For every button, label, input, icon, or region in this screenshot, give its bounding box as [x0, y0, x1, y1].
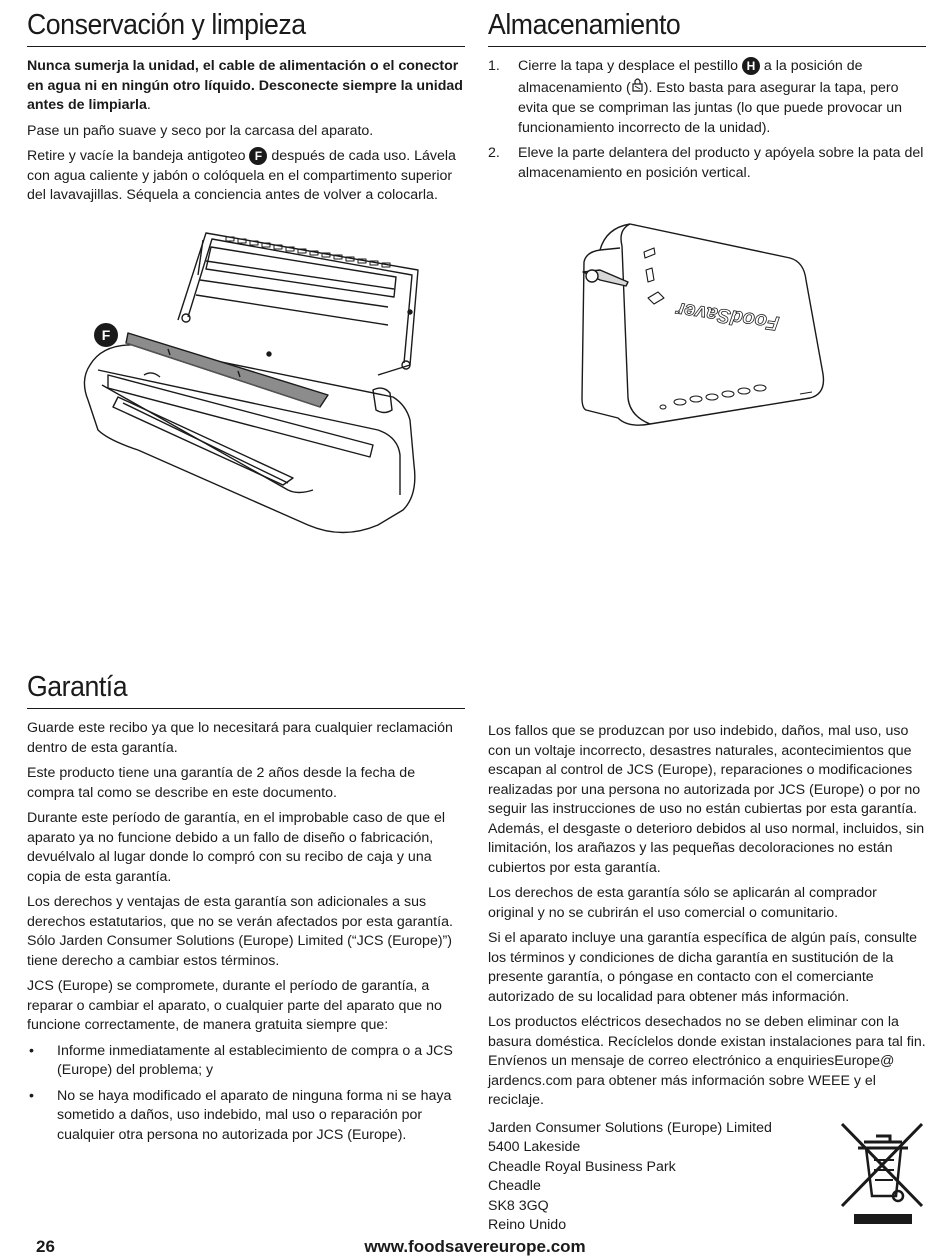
cleaning-section	[27, 8, 465, 212]
cleaning-p2-after: después de cada uso. Lávela con agua caliente y jabón o colóquela en el compartimento superior del lavavajillas. Séquela a conciencia antes de volver a colocarla.	[27, 148, 456, 203]
warranty-heading-rule	[27, 670, 465, 709]
step-1-before: Cierre la tapa y desplace el pestillo	[518, 58, 742, 74]
address-line: Cheadle Royal Business Park	[488, 1158, 676, 1175]
storage-step-2	[488, 144, 926, 183]
vacuum-sealer-open-illustration	[78, 225, 423, 540]
warranty-conditions	[27, 1042, 465, 1146]
warranty-section	[27, 670, 465, 1151]
page-number: 26	[36, 1237, 55, 1256]
address-line: SK8 3GQ	[488, 1197, 549, 1214]
warranty-right-paragraph: Si el aparato incluye una garantía específica de algún país, consulte los términos y condiciones de dicha garantía en sustitución de la presente garantía, o póngase en contacto con el comerciante autorizado de su localidad para obtener más información.	[488, 930, 918, 1005]
warranty-left-paragraph: Los derechos y ventajas de esta garantía son adicionales a sus derechos estatutarios, que no se verán afectados por esta garantía. Sólo Jarden Consumer Solutions (Europe) Limited (“JCS (Europe)”) tiene derecho a cambiar estos términos.	[27, 894, 453, 969]
page-footer	[0, 1236, 950, 1258]
cleaning-paragraph-1: Pase un paño suave y seco por la carcasa del aparato.	[27, 122, 374, 139]
cleaning-warning-text: Nunca sumerja la unidad, el cable de alimentación o el conector en agua ni en ningún otro líquido. Desconecte siempre la unidad antes de limpiarla	[27, 58, 463, 113]
warranty-condition-text: Informe inmediatamente al establecimiento de compra o a JCS (Europe) del problema; y	[57, 1042, 453, 1078]
footer-website-link[interactable]: www.foodsavereurope.com	[364, 1237, 586, 1256]
step-1-after: a la posición de almacenamiento (	[518, 58, 863, 96]
cleaning-heading-rule	[27, 8, 465, 47]
step-1-end: ). Esto basta para asegurar la tapa, pero evita que se compriman las juntas (lo que puede provocar un funcionamiento incorrecto de la unidad).	[518, 79, 903, 136]
warranty-title: Garantía	[27, 671, 128, 703]
cleaning-p2-before: Retire y vacíe la bandeja antigoteo	[27, 148, 250, 164]
warranty-left-paragraph: JCS (Europe) se compromete, durante el período de garantía, a reparar o cambiar el aparato, o cualquier parte del aparato que no funcione correctamente, de manera gratuita siempre que:	[27, 978, 442, 1033]
address-line: Jarden Consumer Solutions (Europe) Limited	[488, 1119, 772, 1136]
address-line: Reino Unido	[488, 1217, 567, 1233]
warranty-condition-item	[27, 1087, 465, 1146]
warranty-right-paragraph: Los fallos que se produzcan por uso indebido, daños, mal uso, uso con un voltaje incorrecto, desastres naturales, acontecimientos que escapan al control de JCS (Europe), reparaciones o modificaciones realizadas por una persona no autorizada por JCS (Europe) o por no seguir las instrucciones de uso no están cubiertas por esta garantía. Además, el desgaste o deterioro debidos al uso normal, incluidos, sin limitación, los arañazos y las pequeñas decoloraciones no están cubiertos por esta garantía.	[488, 723, 925, 876]
storage-step-1	[488, 57, 926, 138]
warranty-condition-text: No se haya modificado el aparato de ninguna forma ni se haya sometido a daños, uso indebido, mal uso o reparación por cualquier otra persona no autorizada por JCS (Europe).	[57, 1087, 452, 1143]
warranty-right-paragraph: Los productos eléctricos desechados no se deben eliminar con la basura doméstica. Recíclelos donde existan instalaciones para tal fin. Envíenos un mensaje de correo electrónico a enquiriesEurope@ jardencs.com para obtener más información sobre WEEE y el reciclaje.	[488, 1014, 926, 1108]
address-line: 5400 Lakeside	[488, 1139, 581, 1155]
bullet-symbol: •	[29, 1042, 34, 1059]
warranty-right-paragraph: Los derechos de esta garantía sólo se aplicarán al comprador original y no se cubrirán el uso comercial o comunitario.	[488, 885, 877, 921]
figure-callout-f-label: F	[101, 327, 111, 343]
storage-steps	[488, 57, 926, 183]
cleaning-title: Conservación y limpieza	[27, 9, 306, 41]
warranty-left-paragraph: Guarde este recibo ya que lo necesitará para cualquier reclamación dentro de esta garantía.	[27, 720, 453, 756]
device-logo: FoodSaver	[675, 297, 781, 335]
step-number: 2.	[488, 145, 500, 161]
warranty-left-paragraph: Durante este período de garantía, en el improbable caso de que el aparato ya no funcione debido a un fallo de diseño o fabricación, devuélvalo al lugar donde lo compró con su recibo de caja y una copia de esta garantía.	[27, 810, 446, 885]
badge-h: H	[742, 57, 760, 75]
step-2-text: Eleve la parte delantera del producto y apóyela sobre la pata del almacenamiento en posición vertical.	[518, 145, 924, 181]
badge-f: F	[249, 147, 267, 165]
bullet-symbol: •	[29, 1087, 34, 1104]
lock-icon	[631, 77, 644, 100]
storage-title: Almacenamiento	[488, 9, 681, 41]
step-number: 1.	[488, 58, 500, 74]
vacuum-sealer-stored-illustration	[578, 222, 828, 432]
warranty-condition-item	[27, 1042, 465, 1081]
warranty-left-paragraph: Este producto tiene una garantía de 2 años desde la fecha de compra tal como se describe en este documento.	[27, 765, 416, 801]
weee-recycling-icon	[838, 1120, 928, 1230]
address-line: Cheadle	[488, 1178, 541, 1194]
cleaning-paragraph-2	[27, 147, 465, 206]
storage-section	[488, 8, 926, 189]
cleaning-warning: Nunca sumerja la unidad, el cable de alimentación o el conector en agua ni en ningún otro líquido. Desconecte siempre la unidad antes de limpiarla.	[27, 58, 463, 113]
storage-heading-rule	[488, 8, 926, 47]
